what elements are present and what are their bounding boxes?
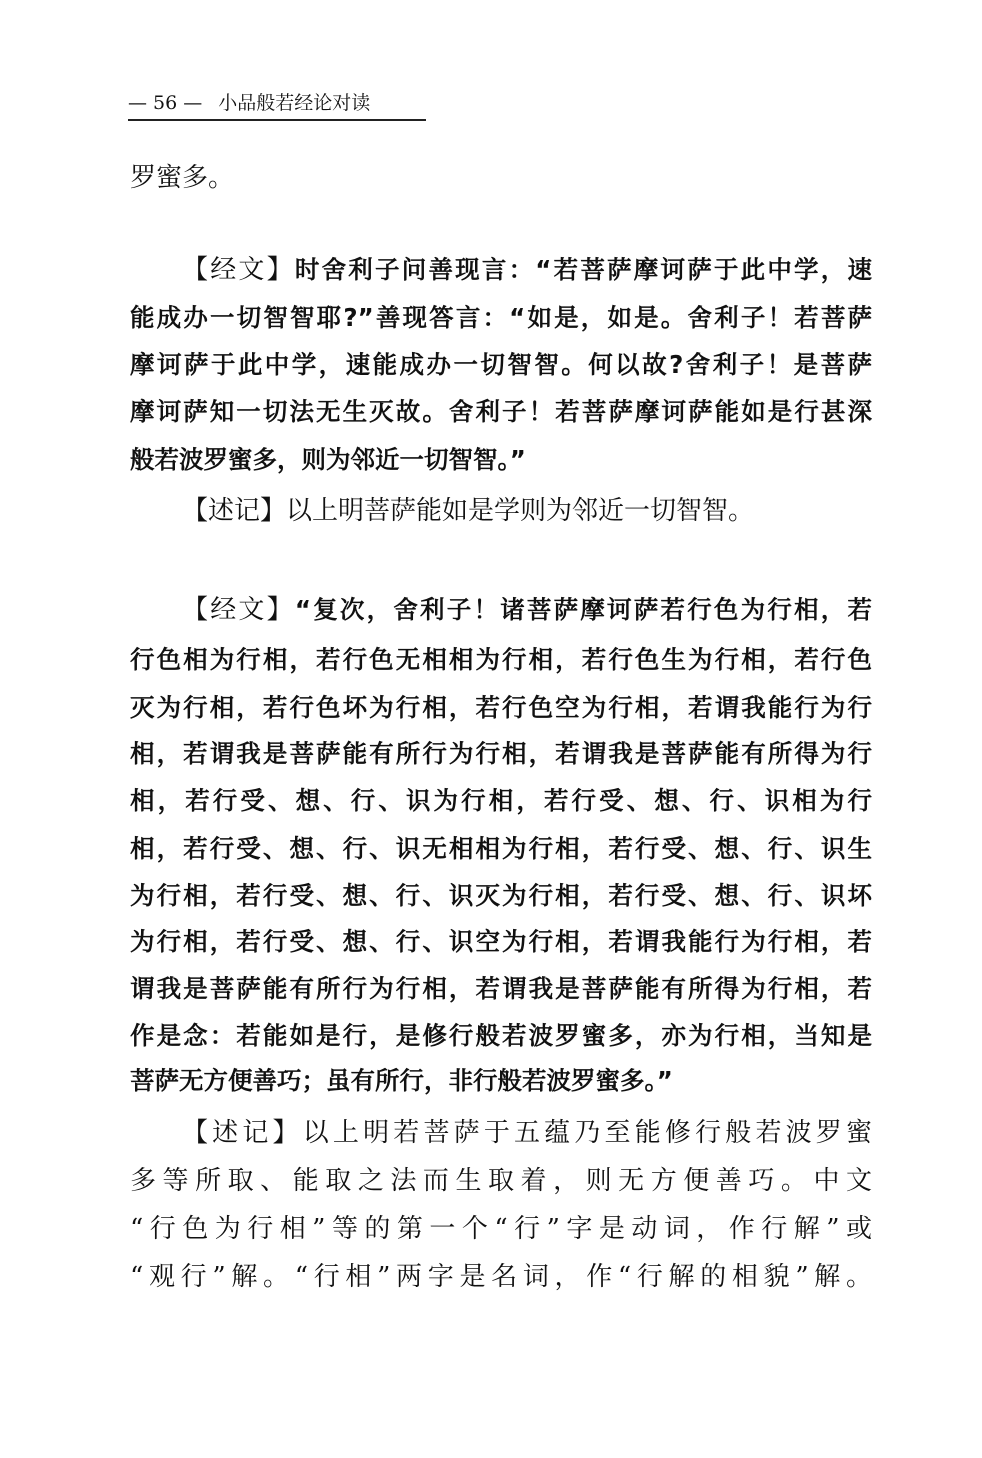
sutra-line: 般若波罗蜜多，则为邻近一切智智。”: [130, 445, 526, 474]
sutra-line: 灭为行相，若行色坏为行相，若行色空为行相，若谓我能行为行: [130, 693, 872, 722]
section-tag: 【述记】: [182, 1118, 303, 1148]
sutra-line: 为行相，若行受、想、行、识空为行相，若谓我能行为行相，若: [130, 927, 872, 956]
commentary-line: “行色为行相”等的第一个“行”字是动词，作行解”或: [130, 1214, 872, 1244]
commentary-line: 【述记】以上明若菩萨于五蕴乃至能修行般若波罗蜜: [182, 1118, 872, 1148]
commentary-line: “观行”解。“行相”两字是名词，作“行解的相貌”解。: [130, 1262, 872, 1292]
book-title: 小品般若经论对读: [218, 92, 371, 114]
section-tag: 【述记】: [182, 496, 287, 526]
sutra-line: 菩萨无方便善巧；虽有所行，非行般若波罗蜜多。”: [130, 1066, 673, 1095]
sutra-line: 作是念：若能如是行，是修行般若波罗蜜多，亦为行相，当知是: [130, 1021, 872, 1050]
sutra-line: 相，若谓我是菩萨能有所行为行相，若谓我是菩萨能有所得为行: [130, 739, 872, 768]
sutra-line: 【经文】时舍利子问善现言：“若菩萨摩诃萨于此中学，速: [182, 255, 872, 285]
sutra-line: 相，若行受、想、行、识无相相为行相，若行受、想、行、识生: [130, 834, 872, 863]
sutra-line: 为行相，若行受、想、行、识灭为行相，若行受、想、行、识坏: [130, 881, 872, 910]
sutra-line: 摩诃萨于此中学，速能成办一切智智。何以故?舍利子！是菩萨: [130, 350, 872, 379]
section-tag: 【经文】: [182, 595, 295, 625]
sutra-line: 相，若行受、想、行、识为行相，若行受、想、行、识相为行: [130, 786, 872, 815]
section-tag: 【经文】: [182, 255, 295, 285]
sutra-line: 行色相为行相，若行色无相相为行相，若行色生为行相，若行色: [130, 645, 872, 674]
sutra-line: 能成办一切智智耶?”善现答言：“如是，如是。舍利子！若菩萨: [130, 303, 872, 332]
sutra-line: 谓我是菩萨能有所行为行相，若谓我是菩萨能有所得为行相，若: [130, 974, 872, 1003]
running-header: [128, 88, 426, 121]
continuation-line: 罗蜜多。: [130, 163, 235, 193]
page-number: — 56 —: [128, 92, 203, 114]
commentary-line: 【述记】以上明菩萨能如是学则为邻近一切智智。: [182, 496, 755, 526]
commentary-line: 多等所取、能取之法而生取着，则无方便善巧。中文: [130, 1166, 872, 1196]
sutra-line: 摩诃萨知一切法无生灭故。舍利子！若菩萨摩诃萨能如是行甚深: [130, 397, 872, 426]
sutra-line: 【经文】“复次，舍利子！诸菩萨摩诃萨若行色为行相，若: [182, 595, 872, 625]
